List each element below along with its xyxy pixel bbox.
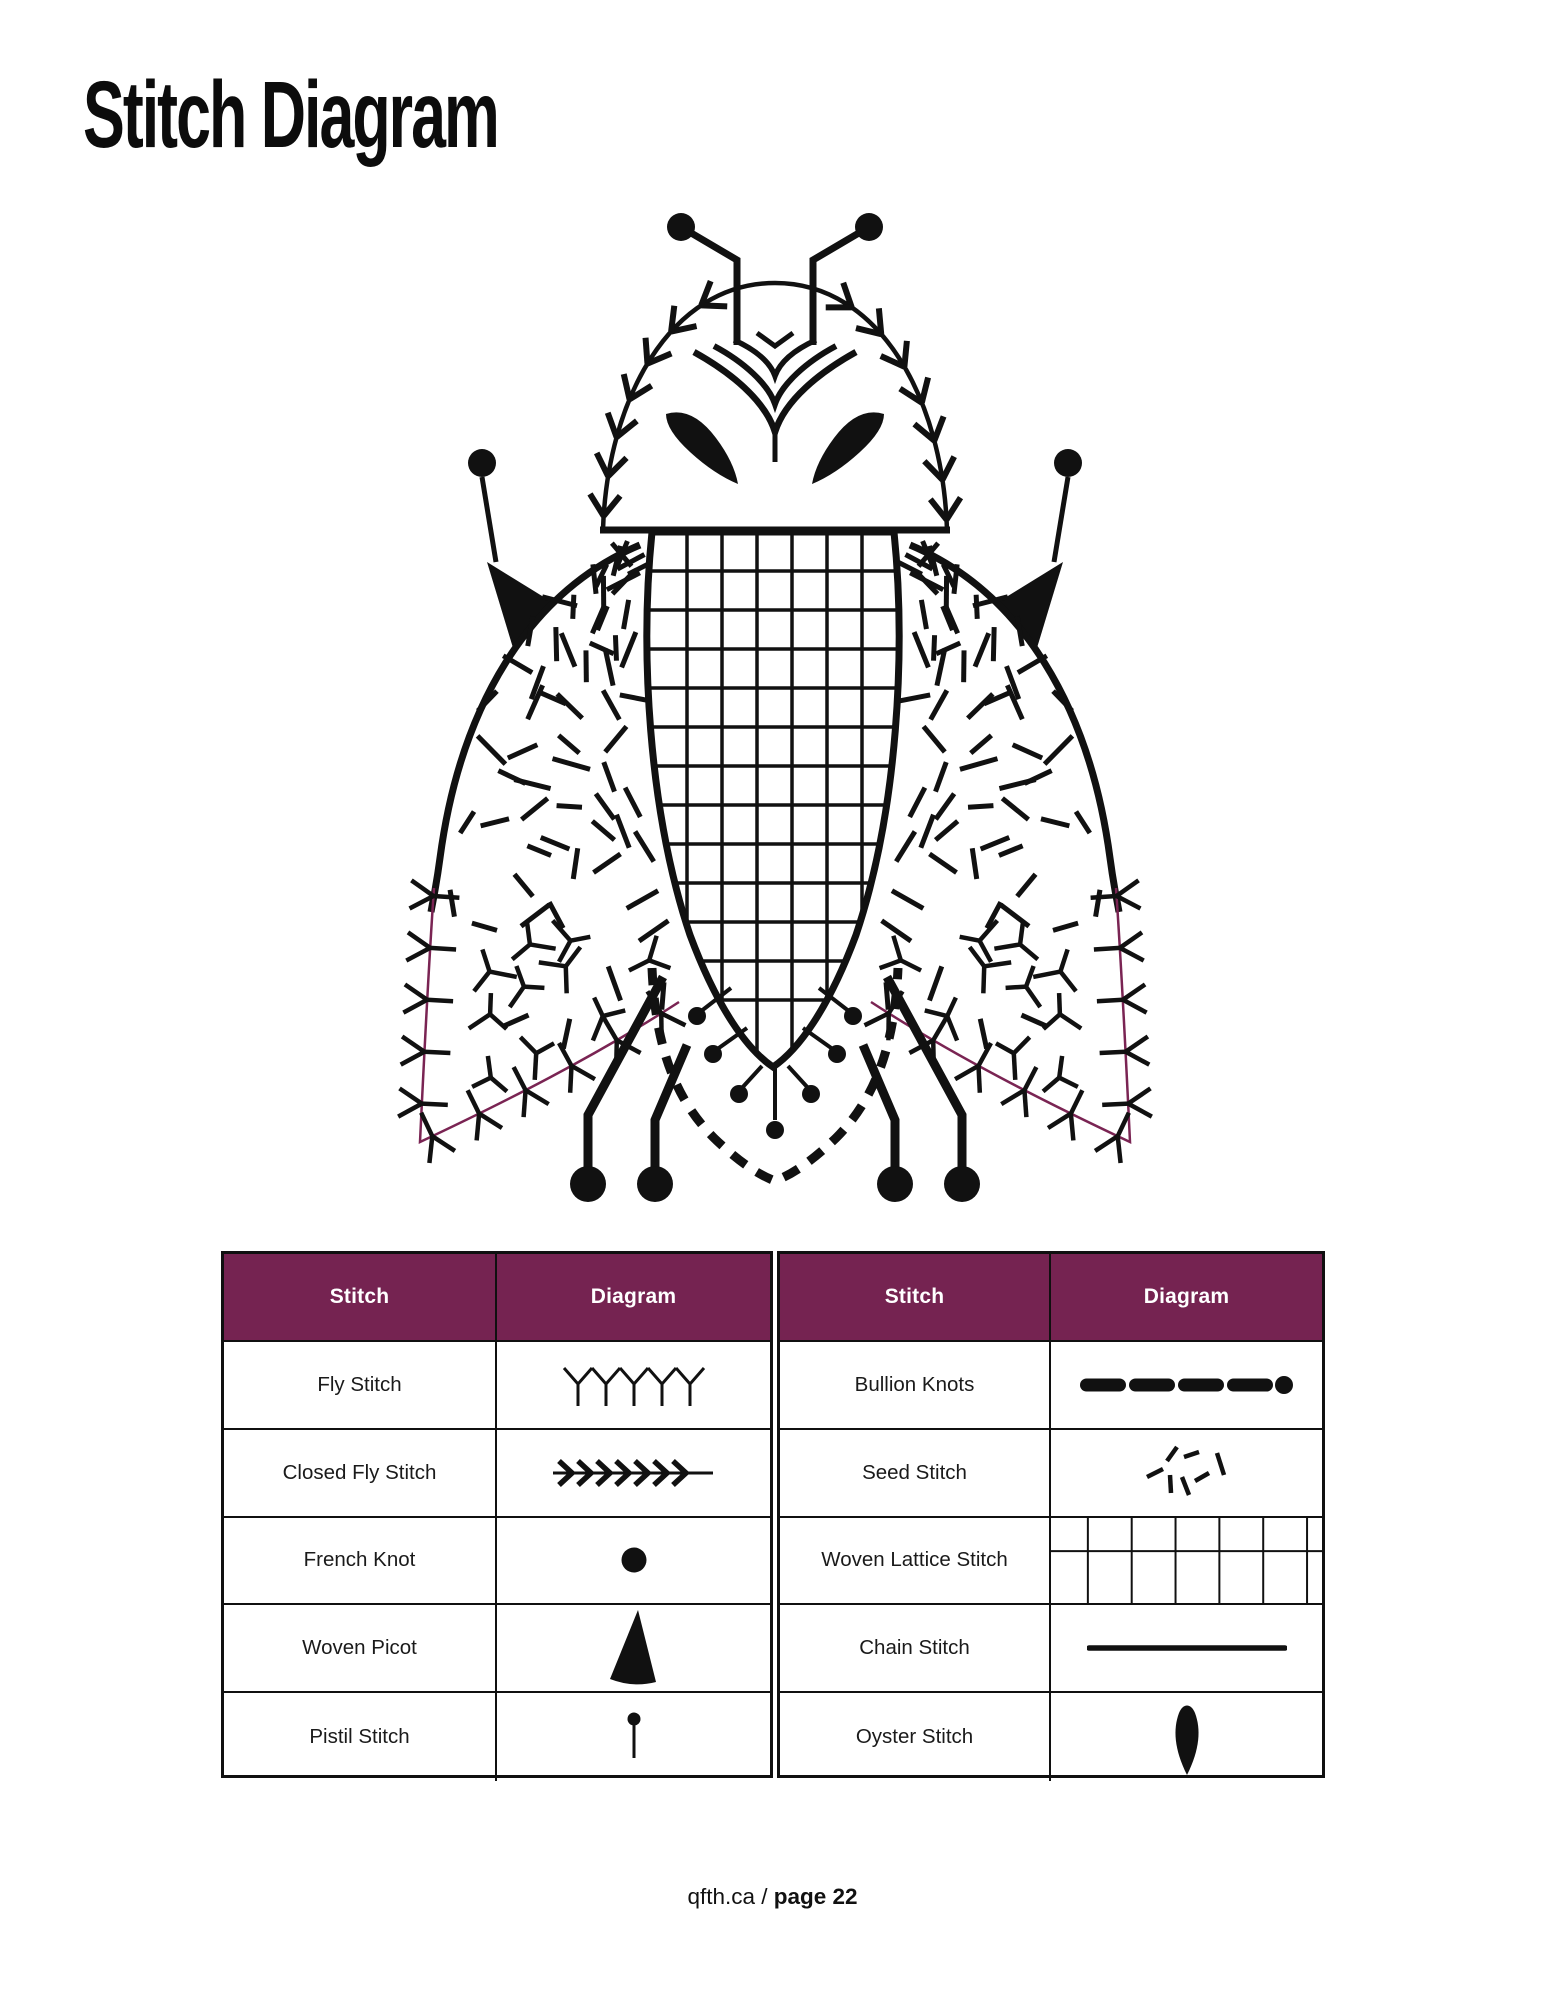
fly-stitch-glyph xyxy=(561,1360,707,1410)
diagram-cell xyxy=(1051,1605,1322,1693)
stitch-name-cell: French Knot xyxy=(224,1518,497,1606)
stitch-name-cell: Seed Stitch xyxy=(780,1430,1051,1518)
stitch-name-cell: Oyster Stitch xyxy=(780,1693,1051,1781)
bullion-knots-glyph xyxy=(1080,1373,1294,1397)
diagram-cell xyxy=(1051,1342,1322,1430)
diagram-cell xyxy=(497,1518,770,1606)
moth-right-half xyxy=(863,449,1152,1202)
french-knot-glyph xyxy=(620,1546,648,1574)
stitch-name-cell: Pistil Stitch xyxy=(224,1693,497,1781)
pistil-stitch-glyph xyxy=(625,1711,643,1763)
stitch-legend-table-left xyxy=(221,1251,773,1778)
diagram-cell xyxy=(1051,1430,1322,1518)
stitch-name-cell: Woven Picot xyxy=(224,1605,497,1693)
diagram-cell xyxy=(497,1693,770,1781)
chain-stitch-glyph xyxy=(1087,1643,1287,1653)
closed-fly-stitch-glyph xyxy=(553,1455,715,1491)
moth-left-half xyxy=(398,449,687,1202)
footer-site: qfth.ca xyxy=(687,1884,755,1909)
diagram-cell xyxy=(497,1342,770,1430)
legend-header-diagram: Diagram xyxy=(497,1254,770,1342)
legend-header-stitch: Stitch xyxy=(780,1254,1051,1342)
woven-picot-glyph xyxy=(608,1608,660,1688)
page-footer xyxy=(0,1884,1545,1910)
stitch-name-cell: Fly Stitch xyxy=(224,1342,497,1430)
diagram-cell xyxy=(497,1605,770,1693)
diagram-cell xyxy=(1051,1518,1322,1606)
foot-dot xyxy=(637,1166,673,1202)
stitch-name-cell: Woven Lattice Stitch xyxy=(780,1518,1051,1606)
legend-header-stitch: Stitch xyxy=(224,1254,497,1342)
woven-lattice-stitch-glyph xyxy=(1051,1518,1322,1604)
head xyxy=(590,281,961,530)
foot-dot xyxy=(570,1166,606,1202)
stitch-name-cell: Chain Stitch xyxy=(780,1605,1051,1693)
side-antenna-tip-dot xyxy=(468,449,496,477)
oyster-stitch-glyph xyxy=(1169,1698,1205,1776)
side-antenna-line xyxy=(482,477,496,562)
antenna-tip-dot xyxy=(667,213,695,241)
stitch-name-cell: Bullion Knots xyxy=(780,1342,1051,1430)
stitch-legend-table-right xyxy=(777,1251,1325,1778)
footer-separator: / xyxy=(754,1884,774,1909)
page-title: Stitch Diagram xyxy=(83,62,498,168)
seed-stitch-glyph xyxy=(1137,1445,1237,1501)
stitch-name-cell: Closed Fly Stitch xyxy=(224,1430,497,1518)
antenna-tip-dot xyxy=(855,213,883,241)
diagram-cell xyxy=(497,1430,770,1518)
diagram-cell xyxy=(1051,1693,1322,1781)
footer-page-number: page 22 xyxy=(773,1884,858,1909)
legend-header-diagram: Diagram xyxy=(1051,1254,1322,1342)
